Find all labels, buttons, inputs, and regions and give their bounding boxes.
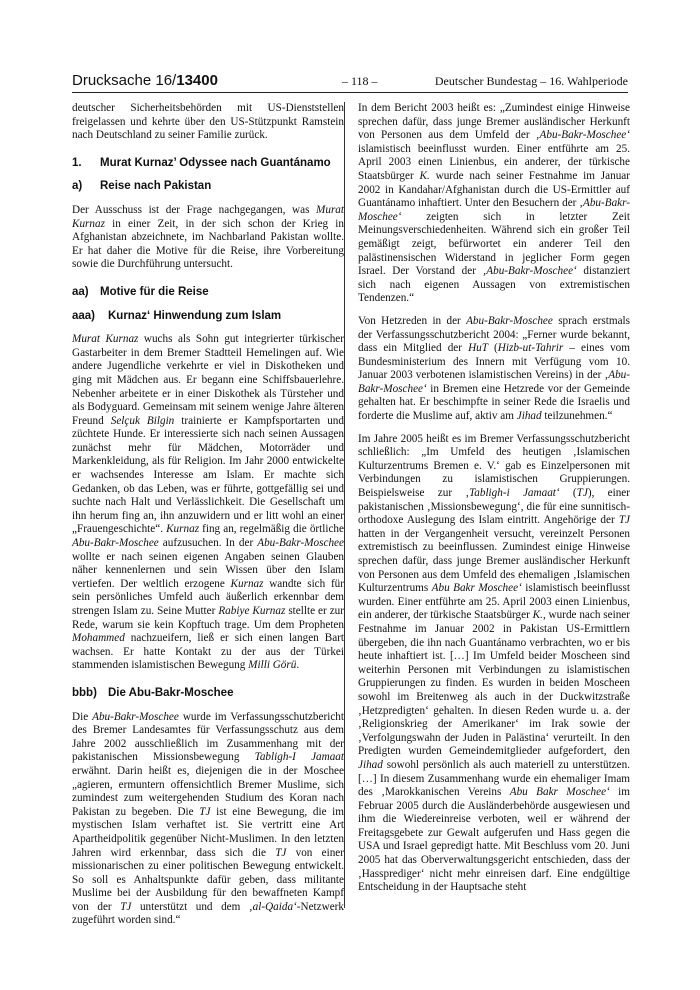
section-heading: 1. Murat Kurnaz’ Odyssee nach Guantánamo [72,156,331,169]
paragraph: Murat Kurnaz wuchs als Sohn gut integrierter türkischer Gastarbeiter in dem Bremer Stadtteil Hemelingen auf. Wie andere Jugendliche verkehrte er viel in Diskotheken und ging mit Mädchen aus. Er begann eine Schiffsbauerlehre. Nebenher arbeitete er in einer Diskothek als Türsteher und als Bodyguard. Gemeinsam mit seinem wenige Jahre älteren Freund Selçuk Bilgin trainierte er Kampfsportarten und züchtete Hunde. Er interessierte sich nach seinen Aussagen zunächst mehr für Mädchen, Motorräder und Markenkleidung, als für Religion. Im Jahr 2000 entwickelte er wachsendes Interesse am Islam. Er machte sich Gedanken, ob das Leben, was er führte, gottgefällig sei und suchte nach Halt und Verlässlichkeit. Die Gesellschaft um ihn herum fing an, ihn anzuwidern und er litt wohl an einer „Frauengeschichte“. Kurnaz fing an, regelmäßig die örtliche Abu-Bakr-Moschee aufzusuchen. In der Abu-Bakr-Moschee wollte er nach seinen eigenen Angaben seinen Glauben näher kennenlernen und sein Wissen über den Islam vertiefen. Der weltlich erzogene Kurnaz wandte sich für sein persönliches Umfeld auch äußerlich erkennbar dem strengen Islam zu. Seine Mutter Rabiye Kurnaz stellte er zur Rede, warum sie kein Kopftuch trage. Um dem Propheten Mohammed nachzueifern, ließ er sich einen langen Bart wachsen. Er hatte Kontakt zu der aus der Türkei stammenden islamistischen Bewegung Milli Görü. [72,333,344,672]
paragraph: Die Abu-Bakr-Moschee wurde im Verfassungsschutzbericht des Bremer Landesamtes für Verfassungsschutz aus dem Jahre 2002 ausschließlich im Zusammenhang mit der pakistanischen Missionsbewegung Tabligh-I Jamaat erwähnt. Darin heißt es, diejenigen die in der Moschee „agieren, ermuntern offensichtlich Bremer Muslime, sich zumindest zum weitergehenden Studium des Koran nach Pakistan zu begeben. Die TJ ist eine Bewegung, die im mystischen Islam verhaftet ist. Sie vertritt eine Art Apartheidpolitik gegenüber Nicht-Muslimen. In den letzten Jahren wird erkennbar, dass sich die TJ von einer missionarischen zu einer politischen Bewegung entwickelt. So soll es Anhaltspunkte dafür geben, dass militante Muslime bei der Ausbildung für den bewaffneten Kampf von der TJ unterstützt und dem ‚al-Qaida‘-Netzwerk zugeführt worden sind.“ [72,710,344,927]
left-column [72,102,344,937]
paragraph: Im Jahre 2005 heißt es im Bremer Verfassungsschutzbericht schließlich: „Im Umfeld des heutigen ‚Islamischen Kulturzentrums Bremen e. V.‘ gab es Einzelpersonen mit Verbindungen zu islamistischen Gruppierungen. Beispielsweise zur ‚Tabligh-i Jamaat‘ (TJ), einer pakistanischen ‚Missionsbewegung‘, die für eine sunnitisch-orthodoxe Auslegung des Islam eintritt. Angehörige der TJ hatten in der Vergangenheit versucht, vereinzelt Personen extremistisch zu beeinflussen. Zumindest einige Hinweise sprechen dafür, dass junge Bremer ausländischer Herkunft von Personen aus dem Umfeld des ehemaligen ‚Islamischen Kulturzentrums Abu Bakr Moschee‘ islamistisch beeinflusst wurden. Einer entführte am 25. April 2003 einen Linienbus, ein anderer, der türkische Staatsbürger K., wurde nach seiner Festnahme im Januar 2002 in Pakistan US-Ermittlern übergeben, die ihn nach Guantánamo verbrachten, wo er bis heute inhaftiert ist. […] Im Umfeld beider Moscheen sind weiterhin Personen mit Verbindungen zu islamistischen Gruppierungen zu finden. Es wurden in beiden Moscheen sowohl im Breitenweg als auch in der Duckwitzstraße ‚Hetzpredigten‘ gehalten. In diesen Reden wurde u. a. der ‚Religionskrieg der Amerikaner‘ im Irak sowie der ‚Verfolgungswahn der Juden in Palästina‘ verurteilt. In den Predigten wurden Gemeindemitglieder aufgefordert, den Jihad sowohl persönlich als auch materiell zu unterstützen. […] In diesem Zusammenhang wurde ein ehemaliger Imam des ‚Marokkanischen Vereins Abu Bakr Moschee‘ im Februar 2005 durch die Ausländerbehörde ausgewiesen und ihm die Wiedereinreise verboten, weil er während der Freitagsgebete zur Gewalt aufgerufen und Hass gegen die USA und Israel gepredigt hatte. Mit Beschluss vom 20. Juni 2005 hat das Oberverwaltungsgericht entschieden, dass der ‚Hassprediger‘ nicht mehr einreisen darf. Eine endgültige Entscheidung in der Hauptsache steht [358,432,631,894]
page-number: – 118 – [342,74,378,88]
column-divider [344,102,345,908]
paragraph: In dem Bericht 2003 heißt es: „Zumindest einige Hinweise sprechen dafür, dass junge Bremer ausländischer Herkunft von Personen aus dem Umfeld der ‚Abu-Bakr-Moschee‘ islamistisch beeinflusst wurden. Einer entführte am 25. April 2003 einen Linienbus, ein anderer, der türkische Staatsbürger K. wurde nach seiner Festnahme im Januar 2002 in Kandahar/Afghanistan durch die US-Ermittler auf Guantánamo inhaftiert. Unter den Besuchern der ‚Abu-Bakr-Moschee‘ zeigten sich in letzter Zeit Meinungsverschiedenheiten. Während sich ein großer Teil gemäßigt zeigt, befürwortet ein anderer Teil den palästinensischen Widerstand in jeglicher Form gegen Israel. Der Vorstand der ‚Abu-Bakr-Moschee‘ distanziert sich nach eigenen Aussagen von extremistischen Tendenzen.“ [358,102,630,305]
document-number: Drucksache 16/13400 [72,72,218,89]
section-heading: aa) Motive für die Reise [72,285,209,298]
paragraph: Von Hetzreden in der Abu-Bakr-Moschee sprach erstmals der Verfassungsschutzbericht 2004: „Ferner wurde bekannt, dass ein Mitglied der HuT (Hizb-ut-Tahrir – eines vom Bundesministerium des Innern mit Verfügung vom 10. Januar 2003 verbotenen islamistischen Vereins) in der ‚Abu-Bakr-Moschee‘ in Bremen eine Hetzrede vor der Gemeinde gehalten hat. Er beschimpfte in seiner Rede die Israelis und forderte die Muslime auf, aktiv am Jihad teilzunehmen.“ [358,314,630,423]
page-header [72,72,628,93]
section-heading: aaa) Kurnaz‘ Hinwendung zum Islam [72,309,282,322]
section-heading: bbb) Die Abu-Bakr-Moschee [72,686,234,699]
paragraph: deutscher Sicherheitsbehörden mit US-Dienststellen freigelassen und kehrte über den US-Stützpunkt Ramstein nach Deutschland zu seiner Familie zurück. [72,102,344,142]
section-heading: a) Reise nach Pakistan [72,180,212,193]
paragraph: Der Ausschuss ist der Frage nachgegangen, was Murat Kurnaz in einer Zeit, in der sich schon der Krieg in Afghanistan abzeichnete, im Nachbarland Pakistan wollte. Er hat daher die Motive für die Reise, ihre Vorbereitung sowie die Durchführung untersucht. [72,203,344,271]
parliament-label: Deutscher Bundestag – 16. Wahlperiode [434,74,628,88]
right-column [358,102,630,904]
